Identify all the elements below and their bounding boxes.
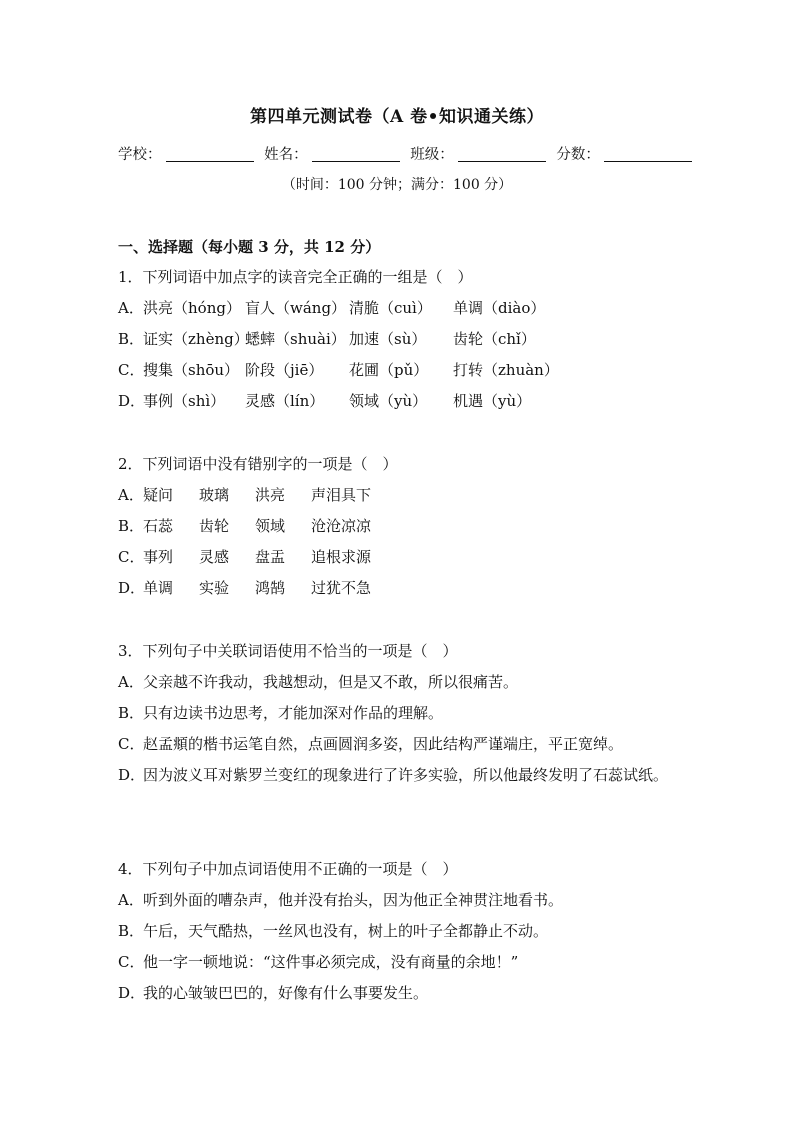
option-word: 机遇（yù） xyxy=(453,392,532,410)
option-letter: A． xyxy=(118,673,144,691)
option-word: 领域（yù） xyxy=(349,392,428,410)
section-heading: 一、选择题（每小题 3 分，共 12 分） xyxy=(118,238,381,256)
option-text: 我的心皱皱巴巴的，好像有什么事要发生。 xyxy=(143,984,429,1002)
page-title: 第四单元测试卷（A 卷•知识通关练） xyxy=(250,107,544,127)
option-letter: D． xyxy=(118,579,146,597)
option-word: 洪亮（hóng） xyxy=(143,299,241,317)
option-text: 听到外面的嘈杂声，他并没有抬头，因为他正全神贯注地看书。 xyxy=(143,891,564,909)
name-label: 姓名： xyxy=(264,147,308,163)
option-word: 清脆（cuì） xyxy=(349,299,432,317)
option-a xyxy=(118,297,678,328)
option-word: 疑问 xyxy=(143,486,174,504)
option-d xyxy=(118,390,678,421)
option-word: 事列 xyxy=(143,548,174,566)
option-letter: B． xyxy=(118,922,145,940)
option-c xyxy=(118,359,678,390)
option-word: 盲人（wáng） xyxy=(245,299,347,317)
option-word: 实验 xyxy=(199,579,230,597)
option-word: 打转（zhuàn） xyxy=(453,361,559,379)
question-1 xyxy=(118,266,678,421)
option-word: 洪亮 xyxy=(255,486,286,504)
option-word: 证实（zhèng） xyxy=(143,330,249,348)
option-letter: C． xyxy=(118,361,145,379)
option-letter: C． xyxy=(118,735,145,753)
student-info-row xyxy=(118,144,678,166)
school-field xyxy=(118,144,254,166)
option-b xyxy=(118,920,678,951)
option-word: 灵感（lín） xyxy=(245,392,325,410)
score-label: 分数： xyxy=(556,147,600,163)
option-text: 他一字一顿地说：“这件事必须完成，没有商量的余地！” xyxy=(143,953,519,971)
option-letter: A． xyxy=(118,486,144,504)
name-field xyxy=(264,144,400,166)
option-word: 蟋蟀（shuài） xyxy=(245,330,346,348)
option-letter: B． xyxy=(118,330,145,348)
option-letter: D． xyxy=(118,766,146,784)
option-d xyxy=(118,982,678,1013)
option-b xyxy=(118,702,678,733)
option-word: 阶段（jiē） xyxy=(245,361,324,379)
option-a xyxy=(118,889,678,920)
question-stem: 2．下列词语中没有错别字的一项是（ ） xyxy=(118,455,398,473)
option-word: 声泪具下 xyxy=(311,486,372,504)
option-word: 玻璃 xyxy=(199,486,230,504)
option-a xyxy=(118,671,678,702)
option-letter: A． xyxy=(118,299,144,317)
option-word: 单调（diào） xyxy=(453,299,546,317)
option-letter: B． xyxy=(118,517,145,535)
option-text: 因为波义耳对紫罗兰变红的现象进行了许多实验，所以他最终发明了石蕊试纸。 xyxy=(143,766,669,784)
option-word: 领域 xyxy=(255,517,286,535)
name-blank[interactable] xyxy=(312,145,400,162)
school-label: 学校： xyxy=(118,147,162,163)
class-blank[interactable] xyxy=(458,145,546,162)
option-word: 加速（sù） xyxy=(349,330,427,348)
question-4 xyxy=(118,858,678,1013)
option-text: 父亲越不许我动，我越想动，但是又不敢，所以很痛苦。 xyxy=(143,673,519,691)
question-3 xyxy=(118,640,678,822)
option-a xyxy=(118,484,678,515)
question-stem: 3．下列句子中关联词语使用不恰当的一项是（ ） xyxy=(118,642,458,660)
option-letter: C． xyxy=(118,548,145,566)
option-letter: C． xyxy=(118,953,145,971)
option-word: 过犹不急 xyxy=(311,579,372,597)
option-c xyxy=(118,951,678,982)
option-word: 追根求源 xyxy=(311,548,372,566)
option-text: 赵孟頫的楷书运笔自然，点画圆润多姿，因此结构严谨端庄，平正宽绰。 xyxy=(143,735,624,753)
option-d xyxy=(118,760,678,822)
option-word: 齿轮（chǐ） xyxy=(453,330,536,348)
class-field xyxy=(410,144,546,166)
option-word: 事例（shì） xyxy=(143,392,226,410)
option-word: 盘盂 xyxy=(255,548,286,566)
score-field xyxy=(556,144,692,166)
option-b xyxy=(118,328,678,359)
option-letter: B． xyxy=(118,704,145,722)
option-text: 只有边读书边思考，才能加深对作品的理解。 xyxy=(143,704,444,722)
option-word: 灵感 xyxy=(199,548,230,566)
option-letter: D． xyxy=(118,984,146,1002)
school-blank[interactable] xyxy=(166,145,254,162)
option-word: 单调 xyxy=(143,579,174,597)
question-stem: 4．下列句子中加点词语使用不正确的一项是（ ） xyxy=(118,860,458,878)
option-word: 鸿鹄 xyxy=(255,579,286,597)
question-2 xyxy=(118,453,678,608)
option-word: 石蕊 xyxy=(143,517,174,535)
option-letter: A． xyxy=(118,891,144,909)
option-c xyxy=(118,546,678,577)
question-stem: 1．下列词语中加点字的读音完全正确的一组是（ ） xyxy=(118,268,473,286)
option-word: 沧沧凉凉 xyxy=(311,517,372,535)
option-text: 午后，天气酷热，一丝风也没有，树上的叶子全都静止不动。 xyxy=(143,922,549,940)
option-letter: D． xyxy=(118,392,146,410)
score-blank[interactable] xyxy=(604,145,692,162)
option-word: 花圃（pǔ） xyxy=(349,361,429,379)
class-label: 班级： xyxy=(410,147,454,163)
option-d xyxy=(118,577,678,608)
option-b xyxy=(118,515,678,546)
time-note: （时间：100 分钟；满分：100 分） xyxy=(281,177,513,193)
option-word: 搜集（shōu） xyxy=(143,361,240,379)
option-word: 齿轮 xyxy=(199,517,230,535)
